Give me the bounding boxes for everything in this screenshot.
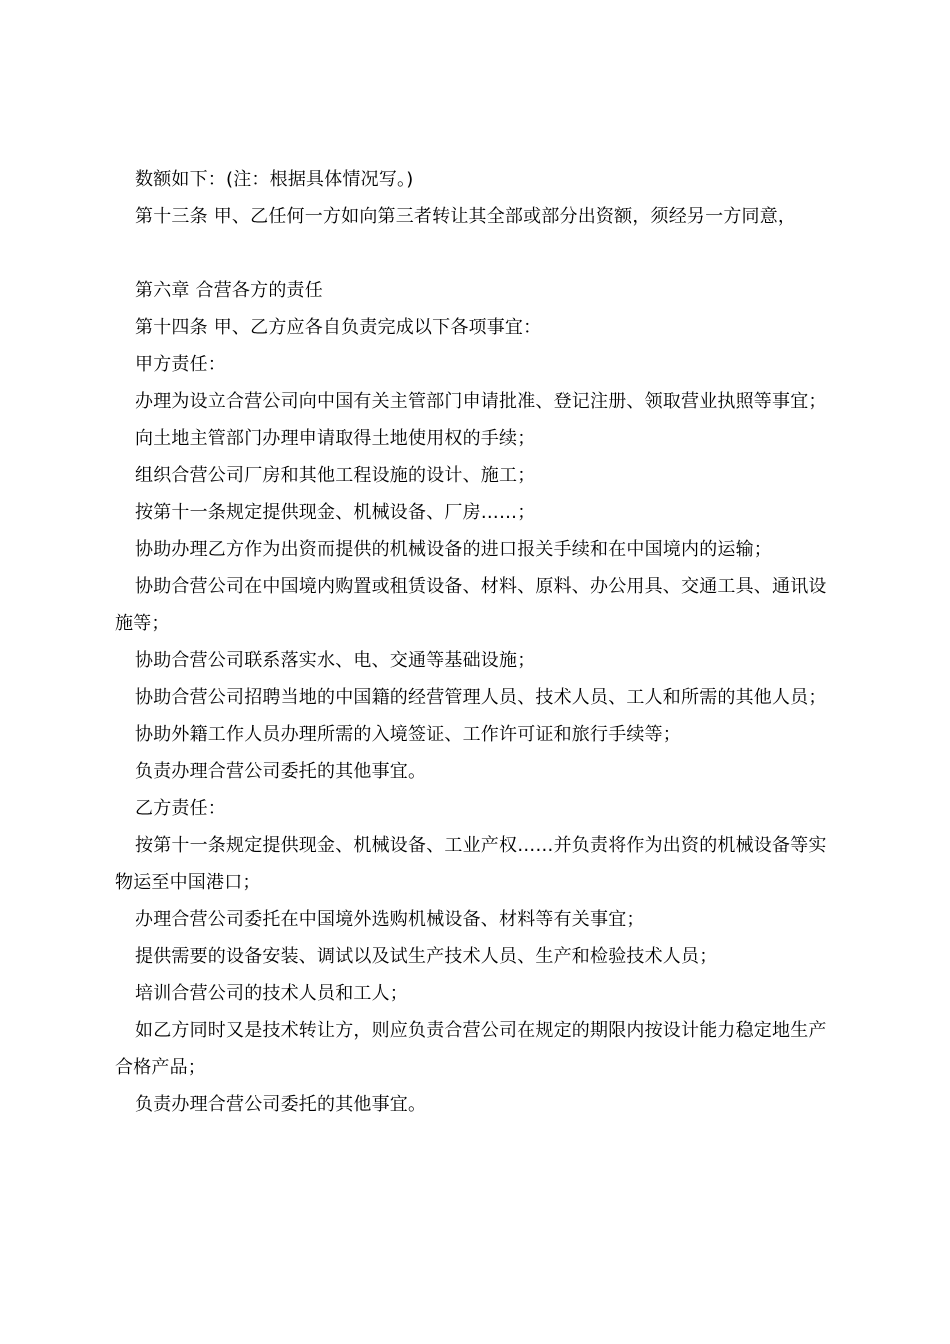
party-b-item-technology-transfer: 如乙方同时又是技术转让方，则应负责合营公司在规定的期限内按设计能力稳定地生产合格产品； xyxy=(115,1020,827,1078)
party-a-item-visa: 协助外籍工作人员办理所需的入境签证、工作许可证和旅行手续等； xyxy=(135,724,681,745)
paragraph-article-13: 第十三条 甲、乙任何一方如向第三者转让其全部或部分出资额，须经另一方同意， xyxy=(135,206,797,227)
paragraph-capital-amount: 数额如下：(注：根据具体情况写。) xyxy=(135,169,414,190)
party-a-item-land: 向土地主管部门办理申请取得土地使用权的手续； xyxy=(135,428,536,449)
party-a-item-other: 负责办理合营公司委托的其他事宜。 xyxy=(135,761,427,782)
paragraph-article-14: 第十四条 甲、乙方应各自负责完成以下各项事宜： xyxy=(135,317,542,338)
party-a-item-procurement: 协助合营公司在中国境内购置或租赁设备、材料、原料、办公用具、交通工具、通讯设施等； xyxy=(115,576,827,634)
chapter-6-heading: 第六章 合营各方的责任 xyxy=(135,280,323,301)
document-body xyxy=(115,161,837,1123)
party-b-item-contribution: 按第十一条规定提供现金、机械设备、工业产权……并负责将作为出资的机械设备等实物运至中国港口； xyxy=(115,835,827,893)
party-b-responsibility-heading: 乙方责任： xyxy=(135,798,226,819)
party-a-item-approval: 办理为设立合营公司向中国有关主管部门申请批准、登记注册、领取营业执照等事宜； xyxy=(135,391,827,412)
party-a-item-customs: 协助办理乙方作为出资而提供的机械设备的进口报关手续和在中国境内的运输； xyxy=(135,539,772,560)
paragraph-spacer xyxy=(115,235,837,272)
party-b-item-overseas-purchase: 办理合营公司委托在中国境外选购机械设备、材料等有关事宜； xyxy=(135,909,645,930)
party-a-item-recruitment: 协助合营公司招聘当地的中国籍的经营管理人员、技术人员、工人和所需的其他人员； xyxy=(135,687,827,708)
party-a-item-construction: 组织合营公司厂房和其他工程设施的设计、施工； xyxy=(135,465,536,486)
party-a-item-infrastructure: 协助合营公司联系落实水、电、交通等基础设施； xyxy=(135,650,536,671)
party-a-responsibility-heading: 甲方责任： xyxy=(135,354,226,375)
party-b-item-other: 负责办理合营公司委托的其他事宜。 xyxy=(135,1094,427,1115)
party-b-item-technicians: 提供需要的设备安装、调试以及试生产技术人员、生产和检验技术人员； xyxy=(135,946,718,967)
party-b-item-training: 培训合营公司的技术人员和工人； xyxy=(135,983,408,1004)
party-a-item-contribution: 按第十一条规定提供现金、机械设备、厂房……； xyxy=(135,502,536,523)
